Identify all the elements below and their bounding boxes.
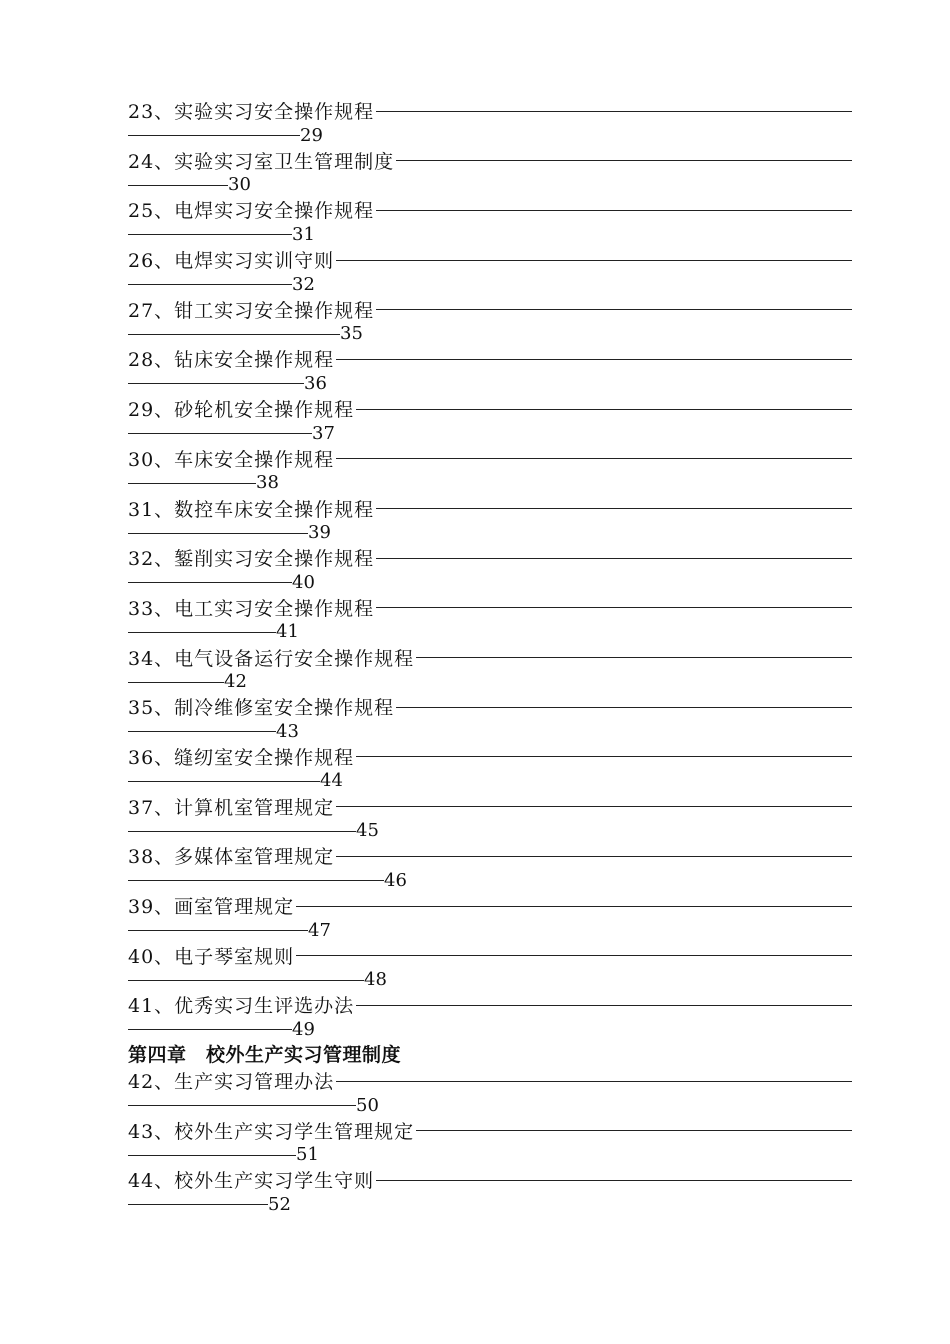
toc-entry: [128, 1118, 852, 1168]
dot-leader: [416, 1130, 852, 1131]
toc-entries-group: [128, 1068, 852, 1217]
dot-leader: [128, 1029, 292, 1030]
toc-entry: [128, 595, 852, 645]
dot-leader: [336, 458, 852, 459]
toc-entry-title: 27、钳工实习安全操作规程: [128, 299, 375, 322]
toc-entry-title: 31、数控车床安全操作规程: [128, 498, 375, 521]
dot-leader: [128, 632, 276, 633]
dot-leader: [128, 731, 276, 732]
dot-leader: [336, 806, 852, 807]
dot-leader: [356, 1005, 852, 1006]
dot-leader: [376, 210, 852, 211]
toc-entry-page-number: 47: [308, 919, 331, 941]
toc-entry: [128, 645, 852, 695]
dot-leader: [336, 1081, 852, 1082]
toc-entry-title: 32、錾削实习安全操作规程: [128, 548, 375, 571]
dot-leader: [356, 409, 852, 410]
dot-leader: [376, 111, 852, 112]
dot-leader: [376, 309, 852, 310]
dot-leader: [376, 558, 852, 559]
toc-entry-page-number: 32: [292, 273, 315, 295]
toc-entry-title: 35、制冷维修室安全操作规程: [128, 697, 395, 720]
toc-entry: [128, 346, 852, 396]
toc-entry: [128, 446, 852, 496]
toc-entry-page-number: 46: [384, 869, 407, 891]
toc-entry: [128, 843, 852, 893]
toc-entry-page-number: 52: [268, 1193, 291, 1215]
toc-entry-title: 40、电子琴室规则: [128, 945, 295, 968]
dot-leader: [128, 980, 364, 981]
toc-entry: [128, 943, 852, 993]
toc-entry-page-number: 39: [308, 522, 331, 543]
toc-entry-page-number: 41: [276, 621, 299, 643]
dot-leader: [128, 483, 256, 484]
toc-entry-title: 34、电气设备运行安全操作规程: [128, 647, 415, 670]
dot-leader: [336, 260, 852, 261]
toc-entry-title: 37、计算机室管理规定: [128, 796, 335, 819]
dot-leader: [128, 135, 300, 136]
toc-entry-page-number: 31: [292, 223, 315, 245]
toc-entry-title: 26、电焊实习实训守则: [128, 250, 335, 273]
toc-entry: [128, 148, 852, 198]
toc-entry-page-number: 40: [292, 571, 315, 593]
dot-leader: [376, 1180, 852, 1181]
dot-leader: [296, 955, 852, 956]
toc-entry-title: 29、砂轮机安全操作规程: [128, 399, 355, 422]
toc-entry-title: 25、电焊实习安全操作规程: [128, 200, 375, 223]
toc-entry: [128, 496, 852, 546]
dot-leader: [128, 383, 304, 384]
toc-entry-page-number: 48: [364, 969, 387, 991]
toc-entry-page-number: 44: [320, 770, 343, 792]
toc-entry: [128, 197, 852, 247]
dot-leader: [128, 185, 228, 186]
toc-entry-title: 42、生产实习管理办法: [128, 1071, 335, 1094]
dot-leader: [336, 856, 852, 857]
dot-leader: [376, 508, 852, 509]
dot-leader: [128, 234, 292, 235]
toc-entry: [128, 98, 852, 148]
toc-entry-title: 33、电工实习安全操作规程: [128, 597, 375, 620]
dot-leader: [128, 533, 308, 534]
toc-entry: [128, 694, 852, 744]
toc-entry: [128, 247, 852, 297]
toc-entry-page-number: 49: [292, 1018, 315, 1040]
dot-leader: [128, 930, 308, 931]
toc-entry-page-number: 50: [356, 1094, 379, 1116]
toc-entry-title: 30、车床安全操作规程: [128, 448, 335, 471]
dot-leader: [128, 1105, 356, 1106]
dot-leader: [396, 707, 852, 708]
dot-leader: [336, 359, 852, 360]
dot-leader: [396, 160, 852, 161]
dot-leader: [128, 1155, 296, 1156]
toc-entry-title: 43、校外生产实习学生管理规定: [128, 1120, 415, 1143]
toc-entry: [128, 992, 852, 1042]
toc-entry-title: 39、画室管理规定: [128, 896, 295, 918]
toc-entry: [128, 1068, 852, 1118]
toc-entry-title: 28、钻床安全操作规程: [128, 349, 335, 372]
dot-leader: [356, 756, 852, 757]
dot-leader: [376, 607, 852, 608]
toc-entry-page-number: 36: [304, 372, 327, 394]
dot-leader: [416, 657, 852, 658]
toc-entry-page-number: 29: [300, 124, 323, 146]
dot-leader: [128, 682, 224, 683]
toc-entry: [128, 297, 852, 347]
toc-entry-title: 44、校外生产实习学生守则: [128, 1170, 375, 1193]
toc-entry-title: 41、优秀实习生评选办法: [128, 995, 355, 1018]
toc-entry: [128, 893, 852, 943]
dot-leader: [128, 284, 292, 285]
table-of-contents: [128, 98, 852, 1217]
toc-entry-page-number: 45: [356, 820, 379, 842]
toc-entry: [128, 1167, 852, 1217]
dot-leader: [128, 781, 320, 782]
toc-entry: [128, 545, 852, 595]
dot-leader: [128, 831, 356, 832]
toc-entry-page-number: 35: [340, 323, 363, 345]
dot-leader: [128, 1204, 268, 1205]
toc-entry-title: 36、缝纫室安全操作规程: [128, 746, 355, 769]
toc-entry-page-number: 38: [256, 472, 279, 494]
toc-entry-page-number: 51: [296, 1144, 319, 1166]
toc-entry-page-number: 30: [228, 174, 251, 196]
toc-entry: [128, 794, 852, 844]
toc-entries-group: [128, 98, 852, 1042]
toc-entry: [128, 744, 852, 794]
dot-leader: [128, 433, 312, 434]
toc-entry-title: 23、实验实习安全操作规程: [128, 101, 375, 123]
dot-leader: [128, 334, 340, 335]
chapter-heading: 第四章 校外生产实习管理制度: [128, 1044, 402, 1067]
dot-leader: [128, 582, 292, 583]
dot-leader: [128, 880, 384, 881]
toc-entry: [128, 396, 852, 446]
toc-entry-title: 24、实验实习室卫生管理制度: [128, 150, 395, 173]
dot-leader: [296, 906, 852, 907]
toc-entry-page-number: 37: [312, 422, 335, 444]
toc-entry-page-number: 43: [276, 720, 299, 742]
toc-entry-page-number: 42: [224, 671, 247, 693]
toc-entry-title: 38、多媒体室管理规定: [128, 846, 335, 869]
